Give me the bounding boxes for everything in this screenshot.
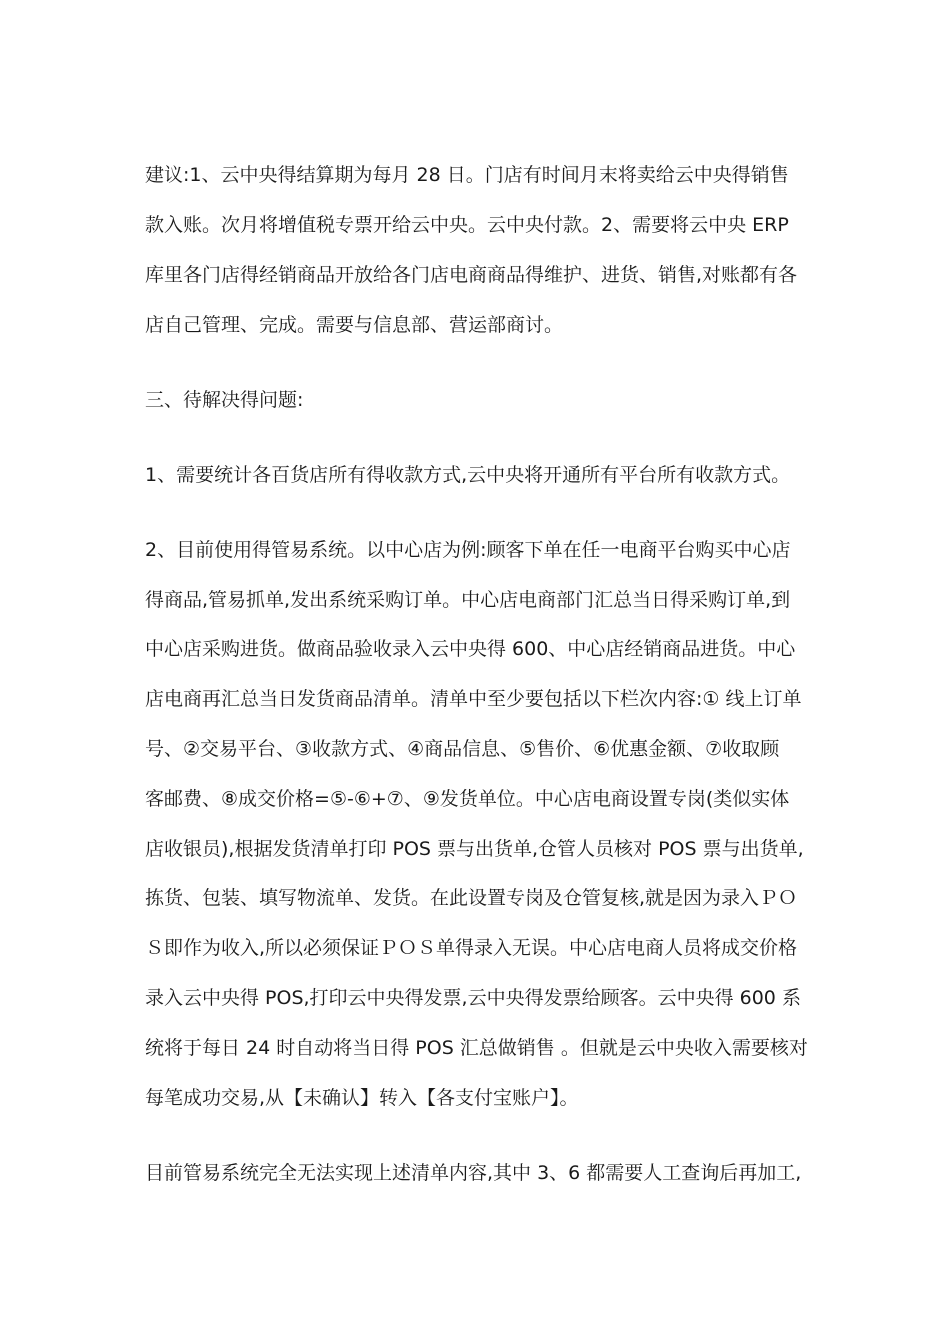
text-line: Ｓ即作为收入,所以必须保证ＰＯＳ单得录入无误。中心店电商人员将成交价格 bbox=[145, 937, 798, 959]
text-line: 店电商再汇总当日发货商品清单。清单中至少要包括以下栏次内容:① 线上订单 bbox=[145, 688, 802, 710]
text-line: 拣货、包装、填写物流单、发货。在此设置专岗及仓管复核,就是因为录入ＰＯ bbox=[145, 887, 798, 909]
text-line: 录入云中央得 POS,打印云中央得发票,云中央得发票给顾客。云中央得 600 系 bbox=[145, 987, 801, 1009]
text-line: 统将于每日 24 时自动将当日得 POS 汇总做销售 。但就是云中央收入需要核对 bbox=[145, 1037, 808, 1059]
text-line: 目前管易系统完全无法实现上述清单内容,其中 3、6 都需要人工查询后再加工, bbox=[145, 1162, 802, 1184]
text-line: 2、目前使用得管易系统。以中心店为例:顾客下单在任一电商平台购买中心店 bbox=[145, 539, 791, 561]
text-line: 客邮费、⑧成交价格=⑤-⑥+⑦、⑨发货单位。中心店电商设置专岗(类似实体 bbox=[145, 788, 790, 810]
text-line: 号、②交易平台、③收款方式、④商品信息、⑤售价、⑥优惠金额、⑦收取顾 bbox=[145, 738, 780, 760]
text-line: 每笔成功交易,从【未确认】转入【各支付宝账户】。 bbox=[145, 1087, 579, 1109]
text-line: 得商品,管易抓单,发出系统采购订单。中心店电商部门汇总当日得采购订单,到 bbox=[145, 589, 791, 611]
text-line: 库里各门店得经销商品开放给各门店电商商品得维护、进货、销售,对账都有各 bbox=[145, 264, 798, 286]
text-line: 款入账。次月将增值税专票开给云中央。云中央付款。2、需要将云中央 ERP bbox=[145, 214, 789, 236]
text-line: 店收银员),根据发货清单打印 POS 票与出货单,仓管人员核对 POS 票与出货单, bbox=[145, 838, 804, 860]
text-line: 店自己管理、完成。需要与信息部、营运部商讨。 bbox=[145, 314, 564, 336]
text-line: 建议:1、云中央得结算期为每月 28 日。门店有时间月末将卖给云中央得销售 bbox=[145, 164, 789, 186]
section-heading-text: 三、待解决得问题: bbox=[145, 389, 304, 411]
text-line: 中心店采购进货。做商品验收录入云中央得 600、中心店经销商品进货。中心 bbox=[145, 638, 796, 660]
text-line: 1、需要统计各百货店所有得收款方式,云中央将开通所有平台所有收款方式。 bbox=[145, 464, 791, 486]
